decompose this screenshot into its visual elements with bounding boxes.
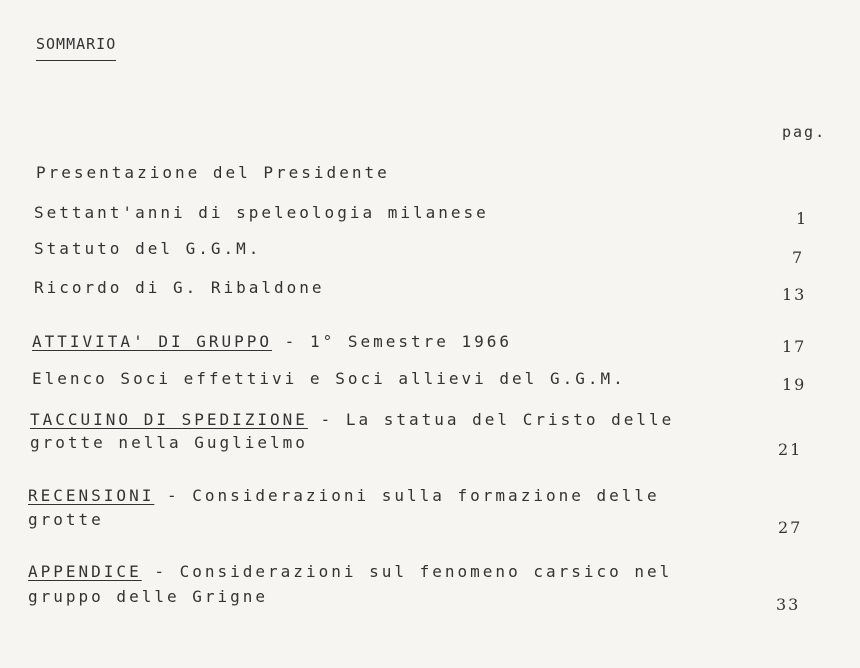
toc-entry-page: 17 <box>782 337 807 356</box>
toc-entry-page: 7 <box>792 248 805 267</box>
toc-entry-title: Considerazioni sul fenomeno carsico nel <box>179 562 673 581</box>
toc-separator: - <box>154 486 193 505</box>
toc-entry-title-line2: grotte nella Guglielmo <box>30 433 308 452</box>
toc-entry-page: 33 <box>776 595 801 614</box>
toc-section-label: TACCUINO DI SPEDIZIONE <box>30 410 308 429</box>
page-title: SOMMARIO <box>36 35 116 61</box>
toc-entry-settantanni <box>34 202 489 224</box>
toc-entry-title: Considerazioni sulla formazione delle <box>192 486 660 505</box>
toc-section-label: APPENDICE <box>28 562 142 581</box>
toc-section-label: RECENSIONI <box>28 486 155 505</box>
toc-entry-appendice <box>28 561 672 583</box>
toc-entry-title: La statua del Cristo delle <box>345 410 675 429</box>
toc-entry-title-line2: grotte <box>28 510 104 529</box>
toc-separator: - <box>307 410 346 429</box>
toc-entry-title: Ricordo di G. Ribaldone <box>34 278 325 297</box>
toc-entry-continuation <box>28 509 104 531</box>
toc-entry-page: 1 <box>796 209 809 228</box>
toc-entry-statuto <box>34 238 261 260</box>
toc-entry-page: 21 <box>778 440 803 459</box>
toc-entry-presentazione <box>36 162 390 184</box>
page-column-label: pag. <box>782 123 827 141</box>
toc-section-label: ATTIVITA' DI GRUPPO <box>32 332 273 351</box>
toc-entry-ricordo <box>34 277 325 299</box>
toc-entry-continuation <box>30 432 308 454</box>
toc-entry-page: 19 <box>782 375 807 394</box>
toc-entry-title-line2: gruppo delle Grigne <box>28 587 269 606</box>
toc-entry-continuation <box>28 586 268 608</box>
toc-separator: - <box>272 332 310 351</box>
toc-entry-title: Statuto del G.G.M. <box>34 239 262 258</box>
toc-entry-page: 27 <box>778 518 803 537</box>
toc-separator: - <box>141 562 180 581</box>
toc-entry-title: Elenco Soci effettivi e Soci allievi del G.G.M. <box>32 369 626 388</box>
toc-entry-taccuino <box>30 409 674 431</box>
toc-entry-title: Presentazione del Presidente <box>36 163 390 182</box>
toc-entry-recensioni <box>28 485 660 507</box>
toc-entry-attivita <box>32 331 512 353</box>
toc-entry-title: 1° Semestre 1966 <box>309 332 513 351</box>
toc-entry-title: Settant'anni di speleologia milanese <box>34 203 489 222</box>
toc-entry-elenco-soci <box>32 368 626 390</box>
toc-entry-page: 13 <box>782 285 807 304</box>
